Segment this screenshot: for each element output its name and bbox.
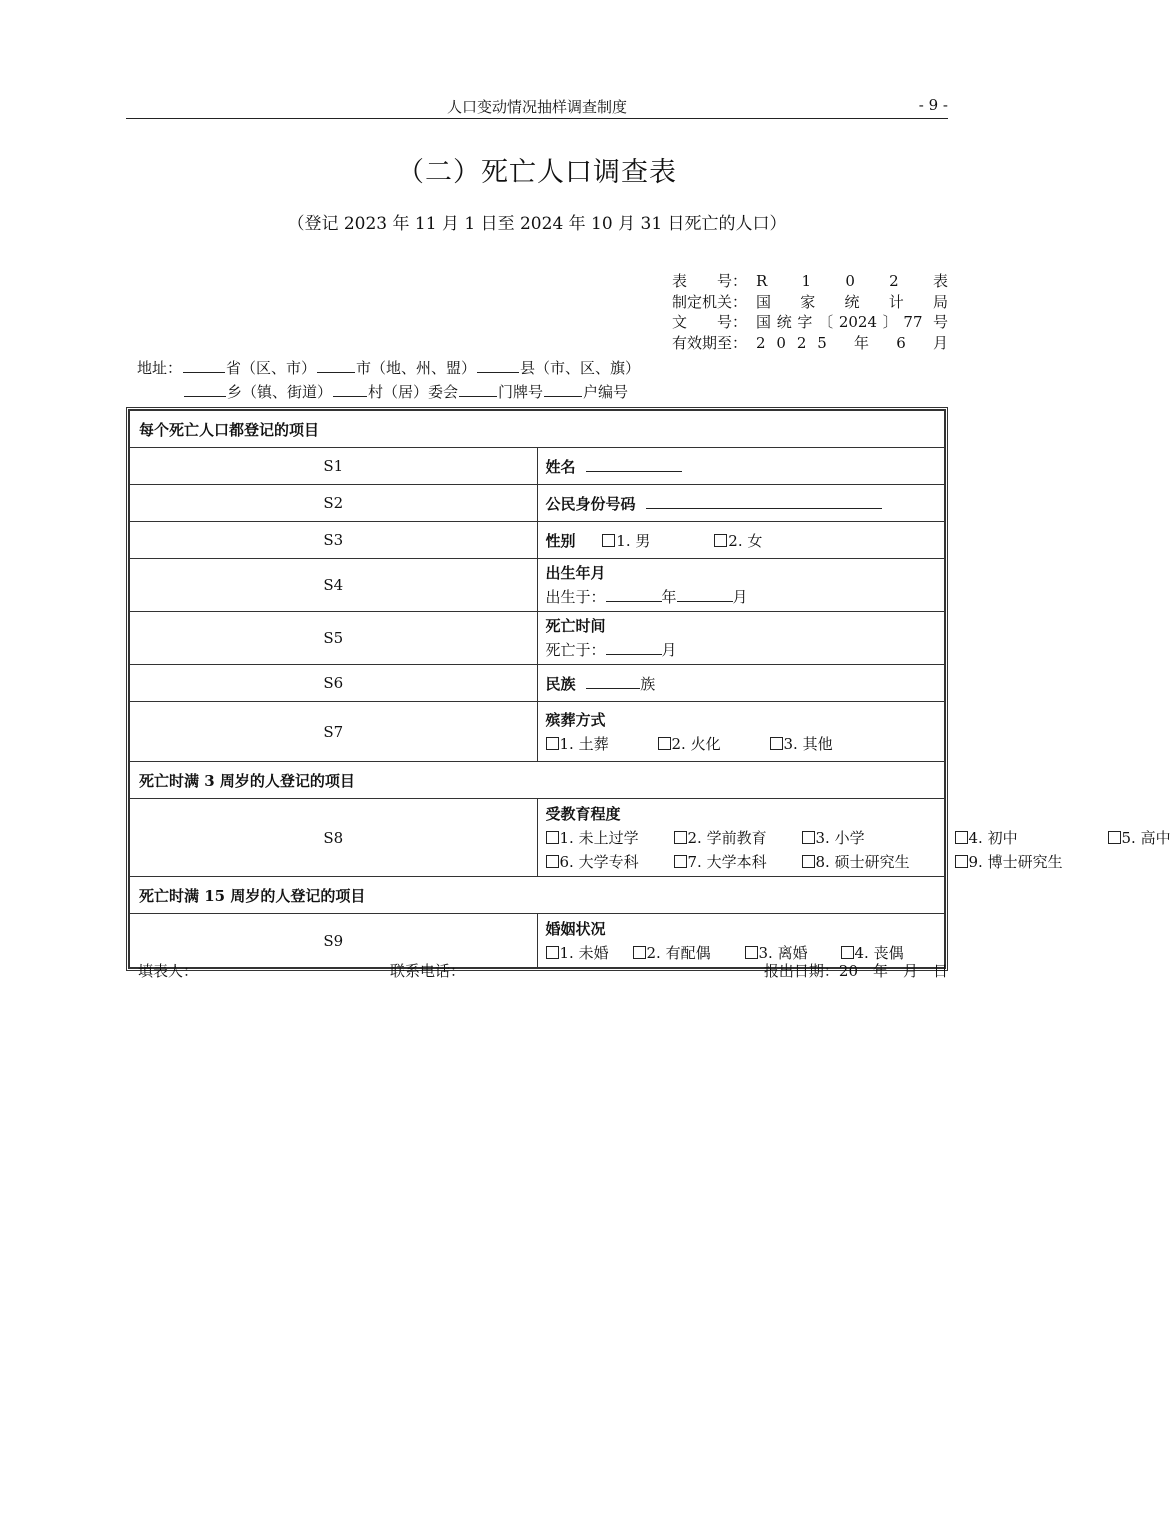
- burial-option-1[interactable]: 1. 土葬: [546, 732, 658, 756]
- education-option-9[interactable]: 9. 博士研究生: [955, 850, 1063, 874]
- city-blank[interactable]: [317, 358, 355, 373]
- item-row-s5: S5 死亡时间 死亡于： 月: [130, 612, 945, 665]
- marital-option-1[interactable]: 1. 未婚: [546, 941, 633, 965]
- burial-label: 殡葬方式: [545, 710, 606, 729]
- address-door: 门牌号: [498, 383, 544, 401]
- checkbox-icon[interactable]: [770, 737, 783, 750]
- section-age15: 死亡时满 15 周岁的人登记的项目: [130, 877, 945, 914]
- meta-row-valid-until: [672, 333, 948, 354]
- death-time-label: 死亡时间: [545, 617, 606, 635]
- checkbox-icon[interactable]: [674, 831, 687, 844]
- item-code: S7: [130, 702, 538, 762]
- address-label: 地址：: [137, 359, 183, 377]
- checkbox-icon[interactable]: [1108, 831, 1121, 844]
- filler-label: 填表人：: [138, 962, 199, 980]
- burial-option-2[interactable]: 2. 火化: [658, 732, 770, 756]
- item-row-s4: S4 出生年月 出生于： 年 月: [130, 559, 945, 612]
- item-code: S8: [130, 799, 538, 877]
- meta-value: 国 家 统 计 局: [756, 292, 948, 311]
- name-field[interactable]: [586, 456, 682, 472]
- section-all: 每个死亡人口都登记的项目: [130, 411, 945, 448]
- meta-value: R 1 0 2 表: [756, 272, 948, 290]
- household-blank[interactable]: [544, 382, 582, 397]
- form-subtitle: （登记 2023 年 11 月 1 日至 2024 年 10 月 31 日死亡的人口）: [287, 214, 787, 234]
- checkbox-icon[interactable]: [633, 946, 646, 959]
- township-blank[interactable]: [184, 382, 226, 397]
- item-row-s2: [130, 485, 945, 522]
- phone-label: 联系电话：: [390, 962, 466, 980]
- meta-row-authority: [672, 292, 948, 313]
- checkbox-icon[interactable]: [745, 946, 758, 959]
- checkbox-icon[interactable]: [658, 737, 671, 750]
- village-blank[interactable]: [333, 382, 367, 397]
- section-row: [130, 762, 945, 799]
- item-row-s8: [130, 799, 945, 877]
- checkbox-icon[interactable]: [546, 855, 559, 868]
- checkbox-icon[interactable]: [674, 855, 687, 868]
- item-row-s3: [130, 522, 945, 559]
- meta-key: 表 号：: [672, 272, 748, 290]
- checkbox-icon[interactable]: [546, 946, 559, 959]
- id-number-field[interactable]: [646, 493, 882, 509]
- education-option-1[interactable]: 1. 未上过学: [546, 826, 674, 850]
- item-code: S3: [130, 522, 538, 559]
- section-row: [130, 411, 945, 448]
- form-meta: [672, 271, 948, 353]
- section-row: [130, 877, 945, 914]
- address-city: 市（地、州、盟）: [356, 359, 477, 377]
- ethnicity-field[interactable]: [586, 673, 640, 689]
- marital-option-4[interactable]: 4. 丧偶: [841, 941, 904, 965]
- checkbox-icon[interactable]: [802, 855, 815, 868]
- address-line-2: [183, 380, 628, 404]
- meta-row-form-number: [672, 271, 948, 292]
- checkbox-icon[interactable]: [841, 946, 854, 959]
- item-row-s6: S6 民族 族: [130, 665, 945, 702]
- birth-month-field[interactable]: [677, 586, 733, 602]
- education-option-6[interactable]: 6. 大学专科: [546, 850, 674, 874]
- address-line-1: [137, 356, 640, 380]
- checkbox-icon[interactable]: [714, 534, 727, 547]
- item-code: S6: [130, 665, 538, 702]
- running-header-title: 人口变动情况抽样调查制度: [446, 98, 627, 116]
- id-number-label: 公民身份号码: [545, 494, 636, 513]
- item-code: S5: [130, 612, 538, 665]
- death-survey-table: [126, 407, 1171, 971]
- checkbox-icon[interactable]: [802, 831, 815, 844]
- checkbox-icon[interactable]: [955, 831, 968, 844]
- ethnicity-label: 民族: [545, 674, 576, 693]
- checkbox-icon[interactable]: [602, 534, 615, 547]
- door-blank[interactable]: [459, 382, 497, 397]
- sex-option-female[interactable]: 2. 女: [714, 530, 762, 551]
- sex-option-male[interactable]: 1. 男: [602, 530, 714, 551]
- marital-label: 婚姻状况: [545, 919, 606, 938]
- item-row-s1: [130, 448, 945, 485]
- item-code: S4: [130, 559, 538, 612]
- province-blank[interactable]: [183, 358, 225, 373]
- marital-option-2[interactable]: 2. 有配偶: [633, 941, 745, 965]
- address-household: 户编号: [583, 383, 629, 401]
- checkbox-icon[interactable]: [546, 737, 559, 750]
- birth-date-label: 出生年月: [545, 564, 606, 582]
- checkbox-icon[interactable]: [955, 855, 968, 868]
- page-number: - 9 -: [918, 96, 948, 114]
- death-month-field[interactable]: [606, 639, 662, 655]
- meta-key: 文 号：: [672, 313, 748, 331]
- meta-key: 制定机关：: [672, 292, 748, 311]
- item-row-s7: [130, 702, 945, 762]
- form-title: （二）死亡人口调查表: [397, 157, 677, 188]
- marital-option-3[interactable]: 3. 离婚: [745, 941, 841, 965]
- education-option-3[interactable]: 3. 小学: [802, 826, 955, 850]
- education-label: 受教育程度: [545, 804, 621, 823]
- education-option-7[interactable]: 7. 大学本科: [674, 850, 802, 874]
- report-date-label: 报出日期：20 年 月 日: [763, 962, 948, 980]
- section-age3: 死亡时满 3 周岁的人登记的项目: [130, 762, 945, 799]
- meta-value: 国统字〔2024〕77 号: [756, 313, 948, 331]
- birth-year-field[interactable]: [606, 586, 662, 602]
- meta-key: 有效期至：: [672, 333, 748, 352]
- sex-label: 性别: [545, 531, 576, 550]
- education-option-5[interactable]: 5. 高中: [1108, 826, 1171, 850]
- checkbox-icon[interactable]: [546, 831, 559, 844]
- address-village: 村（居）委会: [368, 383, 459, 401]
- item-code: S9: [130, 914, 538, 968]
- item-code: S1: [130, 448, 538, 485]
- meta-row-document-number: [672, 312, 948, 333]
- address-county: 县（市、区、旗）: [520, 359, 641, 377]
- running-header: [126, 96, 948, 119]
- address-township: 乡（镇、街道）: [227, 383, 333, 401]
- education-option-2[interactable]: 2. 学前教育: [674, 826, 802, 850]
- form-footer: [138, 960, 948, 982]
- name-label: 姓名: [545, 457, 576, 476]
- address-province: 省（区、市）: [226, 359, 317, 377]
- education-option-8[interactable]: 8. 硕士研究生: [802, 850, 955, 874]
- county-blank[interactable]: [477, 358, 519, 373]
- meta-value: 2 0 2 5 年 6 月: [756, 333, 948, 352]
- education-option-4[interactable]: 4. 初中: [955, 826, 1108, 850]
- burial-option-3[interactable]: 3. 其他: [770, 732, 833, 756]
- item-code: S2: [130, 485, 538, 522]
